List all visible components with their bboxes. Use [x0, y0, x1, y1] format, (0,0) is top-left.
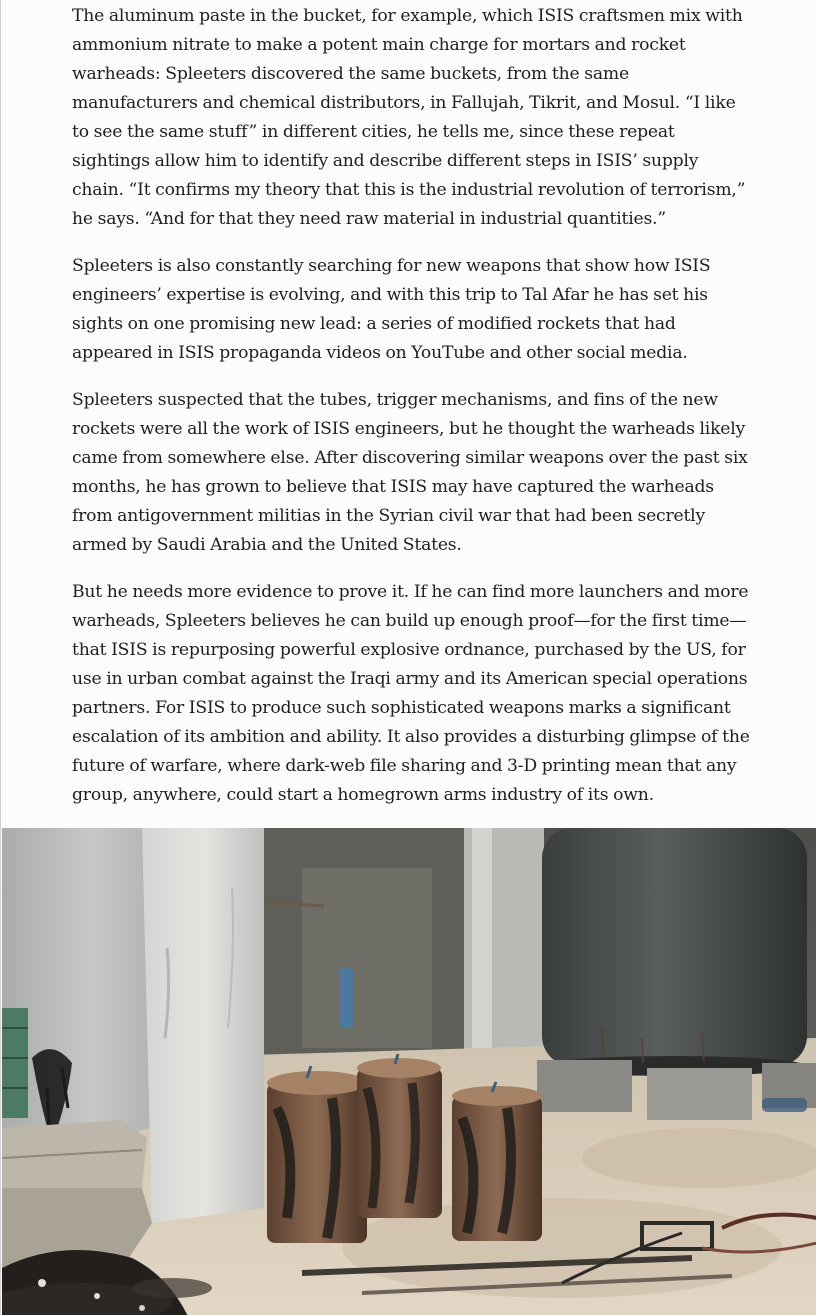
canister-2 [357, 1054, 442, 1218]
paragraph-4: But he needs more evidence to prove it. If he can find more launchers and more warheads, Spleeters believes he can build up enough proof—for the first time—that ISIS is repurposing powerful explosive ordnance, purchased by the US, for use in urban combat against the Iraqi army and its American special operations partners. For ISIS to produce such sophisticated weapons marks a significant escalation of its ambition and ability. It also provides a disturbing glimpse of the future of warfare, where dark-web file sharing and 3-D printing mean that any group, anywhere, could start a homegrown arms industry of its own. [72, 582, 750, 805]
photo-illustration [2, 828, 816, 1315]
canister-3 [452, 1082, 542, 1241]
paragraph-1: The aluminum paste in the bucket, for example, which ISIS craftsmen mix with ammonium nitrate to make a potent main charge for mortars and rocket warheads: Spleeters discovered the same buckets, from the same manufacturers and chemical distributors, in Fallujah, Tikrit, and Mosul. “I like to see the same stuff” in different cities, he tells me, since these repeat sightings allow him to identify and describe different steps in ISIS’ supply chain. “It confirms my theory that this is the industrial revolution of terrorism,” he says. “And for that they need raw material in industrial quantities.” [72, 6, 746, 229]
paragraph-3: Spleeters suspected that the tubes, trigger mechanisms, and fins of the new rockets were all the work of ISIS engineers, but he thought the warheads likely came from somewhere else. After discovering similar weapons over the past six months, he has grown to believe that ISIS may have captured the warheads from antigovernment militias in the Syrian civil war that had been secretly armed by Saudi Arabia and the United States. [72, 390, 748, 555]
paragraph-2: Spleeters is also constantly searching for new weapons that show how ISIS engineers’ expertise is evolving, and with this trip to Tal Afar he has set his sights on one promising new lead: a series of modified rockets that had appeared in ISIS propaganda videos on YouTube and other social media. [72, 256, 711, 363]
article-body [72, 2, 752, 828]
canister-1 [267, 1066, 367, 1243]
article-photo [2, 828, 816, 1315]
